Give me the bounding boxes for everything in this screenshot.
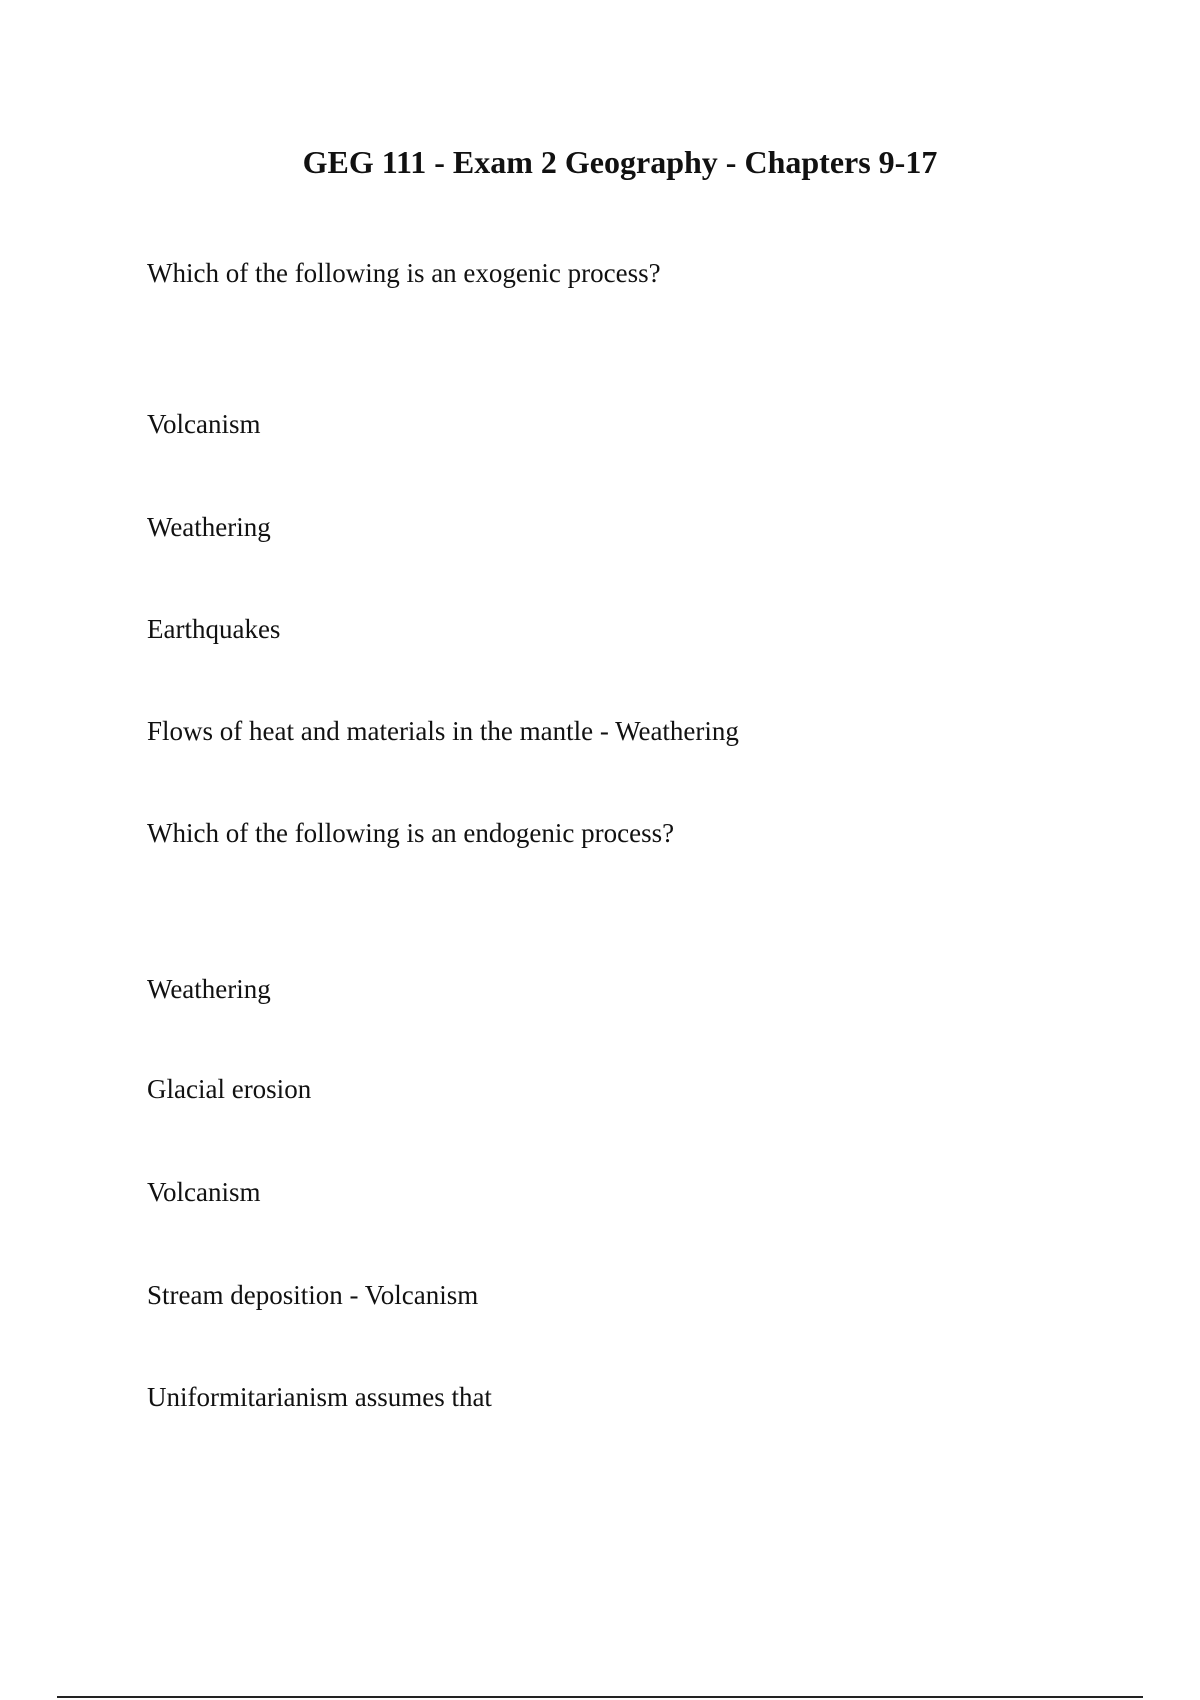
question-2-option-1: Weathering [147,974,271,1004]
page-bottom-divider [57,1696,1143,1698]
question-1-option-3: Earthquakes [147,614,281,644]
question-2-option-3: Volcanism [147,1177,261,1207]
question-1-option-2: Weathering [147,512,271,542]
question-3-text: Uniformitarianism assumes that [147,1382,492,1412]
question-1-text: Which of the following is an exogenic process? [147,258,661,288]
question-1-option-1: Volcanism [147,409,261,439]
question-1-option-4-answer: Flows of heat and materials in the mantle - Weathering [147,716,739,746]
question-2-text: Which of the following is an endogenic process? [147,818,675,848]
question-2-option-2: Glacial erosion [147,1074,312,1104]
question-2-option-4-answer: Stream deposition - Volcanism [147,1280,479,1310]
document-title: GEG 111 - Exam 2 Geography - Chapters 9-17 [302,144,938,180]
